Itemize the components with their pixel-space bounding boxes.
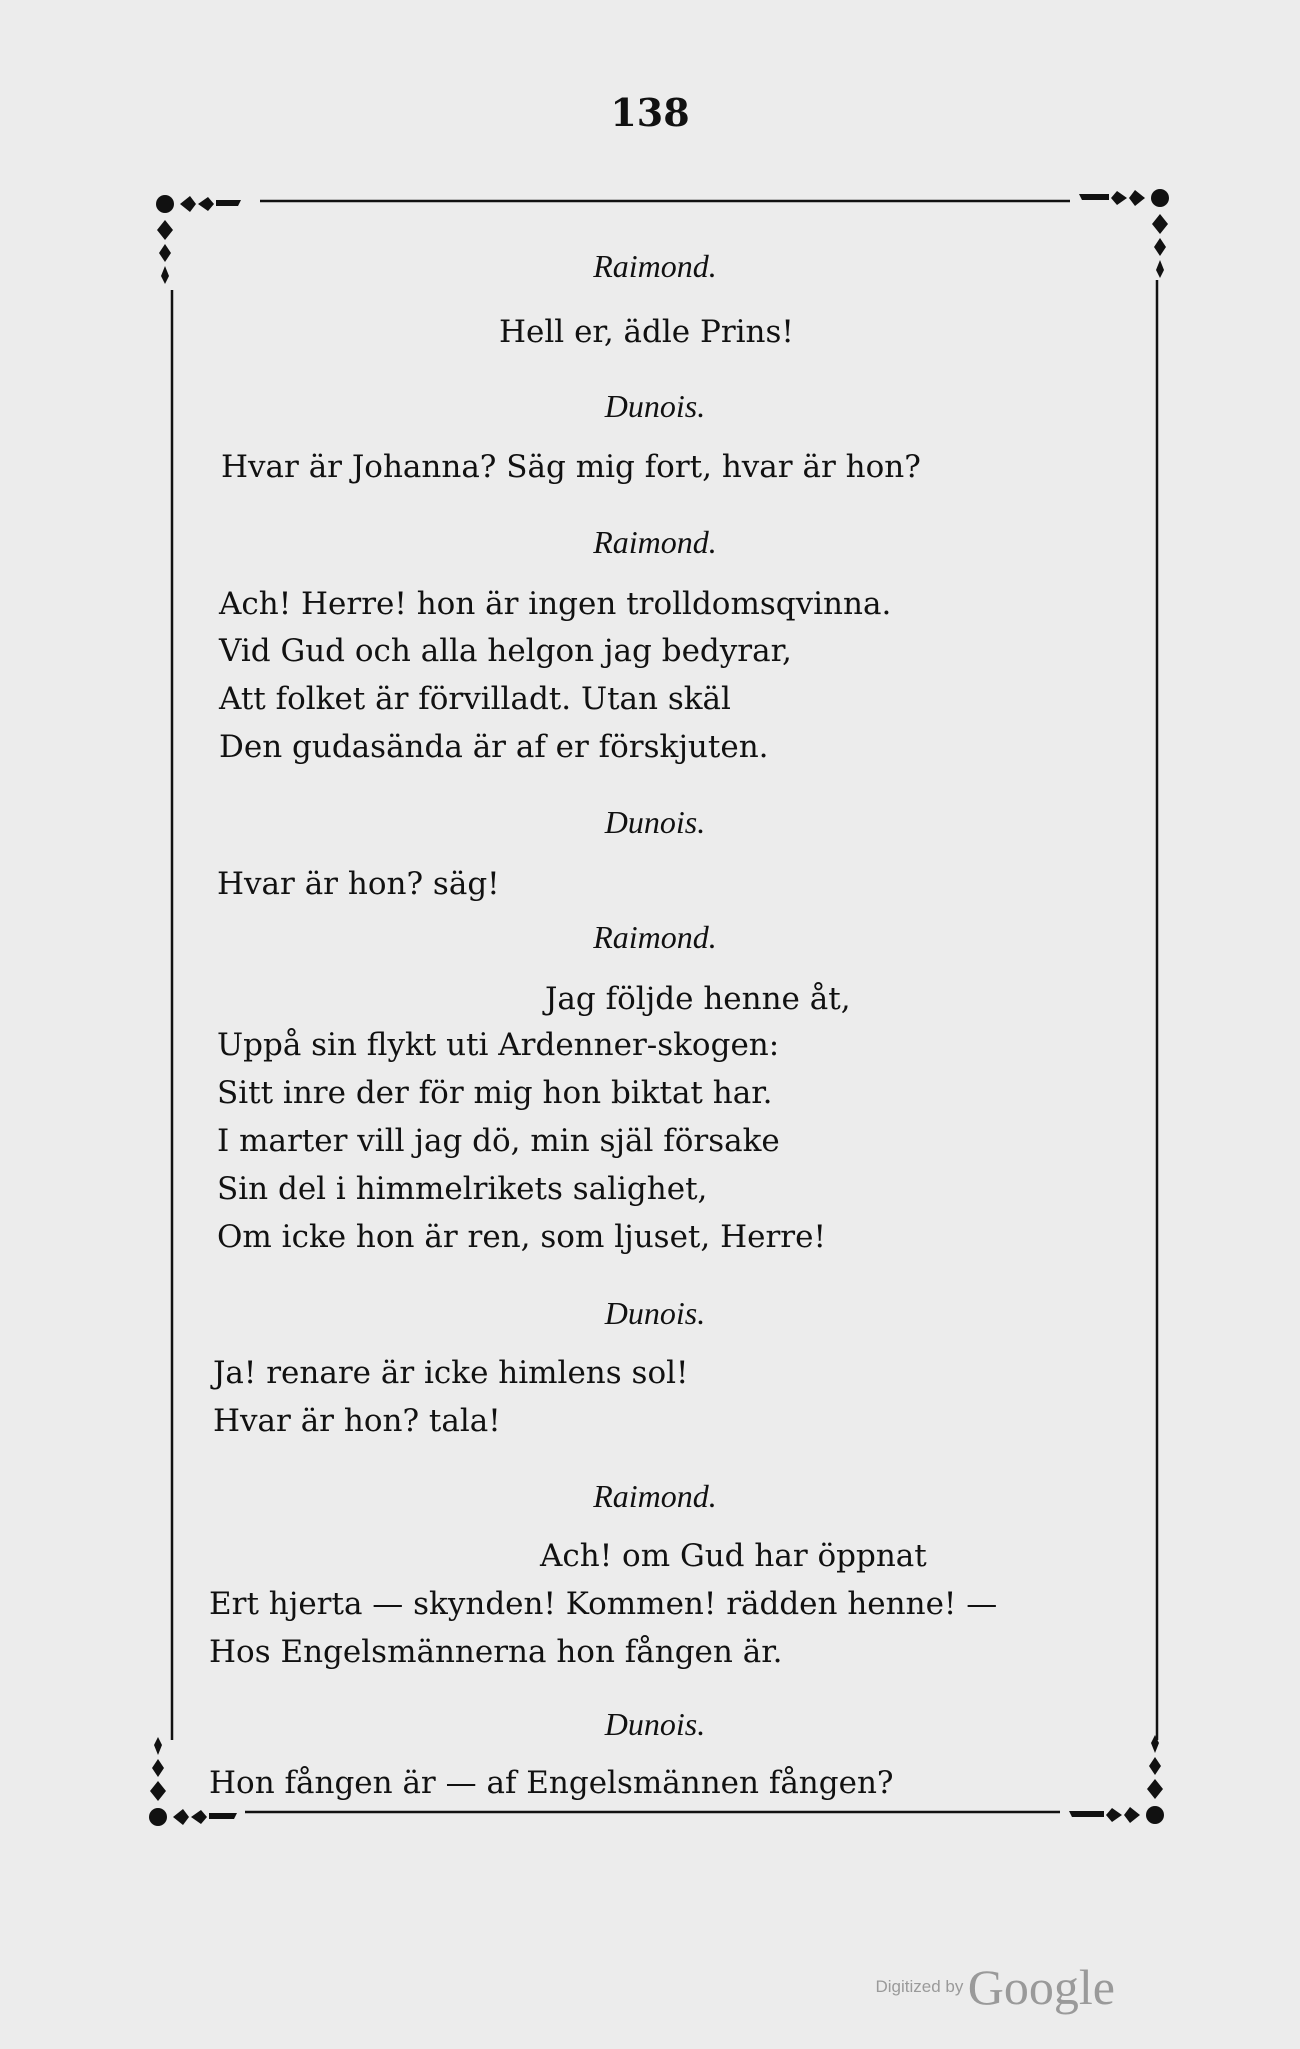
page-number: 138 bbox=[610, 90, 690, 135]
dialogue-line: Jag följde henne åt, bbox=[545, 981, 851, 1017]
dialogue-line: I marter vill jag dö, min själ försake bbox=[217, 1123, 780, 1159]
dialogue-line: Sitt inre der för mig hon biktat har. bbox=[217, 1075, 773, 1111]
dialogue-line: Den gudasända är af er förskjuten. bbox=[219, 729, 769, 765]
watermark-prefix: Digitized by bbox=[875, 1977, 964, 1996]
dialogue-line: Ert hjerta — skynden! Kommen! rädden henne! — bbox=[209, 1586, 998, 1622]
dialogue-line: Att folket är förvilladt. Utan skäl bbox=[219, 681, 731, 717]
dialogue-line: Ach! Herre! hon är ingen trolldomsqvinna. bbox=[219, 586, 892, 622]
dialogue-line: Ja! renare är icke himlens sol! bbox=[213, 1355, 689, 1391]
dialogue-line: Hell er, ädle Prins! bbox=[499, 314, 794, 350]
dialogue-line: Hon fången är — af Engelsmännen fången? bbox=[209, 1765, 894, 1801]
dialogue-line: Hvar är hon? säg! bbox=[217, 866, 500, 902]
speaker-name: Dunois. bbox=[604, 1295, 706, 1331]
dialogue-line: Hos Engelsmännerna hon fången är. bbox=[209, 1634, 783, 1670]
speaker-name: Dunois. bbox=[604, 388, 706, 424]
dialogue-line: Hvar är hon? tala! bbox=[213, 1403, 501, 1439]
dialogue-line: Hvar är Johanna? Säg mig fort, hvar är hon? bbox=[221, 449, 921, 485]
dialogue-line: Om icke hon är ren, som ljuset, Herre! bbox=[217, 1219, 826, 1255]
dialogue-line: Uppå sin flykt uti Ardenner-skogen: bbox=[217, 1027, 780, 1063]
speaker-name: Dunois. bbox=[604, 804, 706, 840]
dialogue-line: Vid Gud och alla helgon jag bedyrar, bbox=[219, 633, 792, 669]
dialogue-line: Sin del i himmelrikets salighet, bbox=[217, 1171, 708, 1207]
speaker-name: Raimond. bbox=[593, 248, 717, 284]
dialogue-line: Ach! om Gud har öppnat bbox=[540, 1538, 927, 1574]
watermark-brand: Google bbox=[967, 1959, 1115, 2015]
speaker-name: Raimond. bbox=[593, 919, 717, 955]
digitized-watermark bbox=[875, 1958, 1115, 2016]
speaker-name: Dunois. bbox=[604, 1706, 706, 1742]
speaker-name: Raimond. bbox=[593, 1478, 717, 1514]
speaker-name: Raimond. bbox=[593, 524, 717, 560]
